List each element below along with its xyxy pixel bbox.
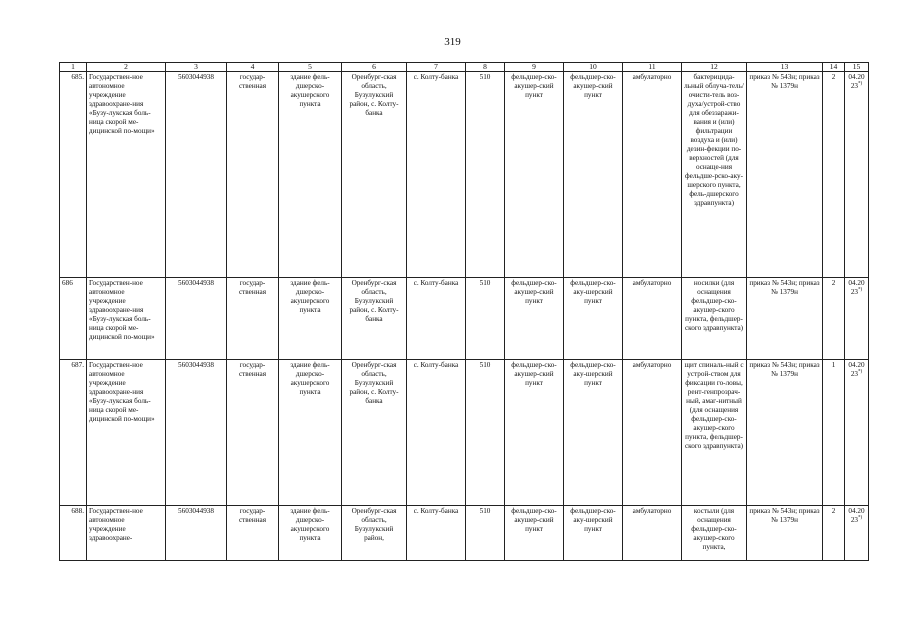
inn-cell: 5603044938 [166,278,227,360]
date-cell [845,360,869,506]
table-row [60,278,869,360]
equipment-cell: носилки (для оснащения фельдшер-ско-акушер-ского пункта, фельдшер-ского здравпункта) [682,278,747,360]
unit-type-cell: фельдшер-ско-аку-шерский пункт [564,278,623,360]
inn-cell: 5603044938 [166,506,227,561]
ownership-cell: государ-ственная [227,506,279,561]
column-number: 12 [682,63,747,72]
conditions-cell: амбулаторно [623,72,682,278]
ownership-cell: государ-ственная [227,278,279,360]
date-value: 04.2023 [848,73,865,90]
row-number: 688. [60,506,87,561]
conditions-cell: амбулаторно [623,506,682,561]
column-number: 10 [564,63,623,72]
quantity-cell: 2 [823,506,845,561]
building-cell: здание фель-дшерско-акушерского пункта [279,278,342,360]
unit-type-cell: фельдшер-ско-аку-шерский пункт [564,506,623,561]
settlement-cell: с. Колту-банка [407,360,466,506]
unit-type-cell: фельдшер-ско-аку-шерский пункт [564,360,623,506]
unit-cell: фельдшер-ско-акушер-ский пункт [505,360,564,506]
inn-cell: 5603044938 [166,360,227,506]
building-cell: здание фель-дшерско-акушерского пункта [279,360,342,506]
quantity-cell: 1 [823,360,845,506]
conditions-cell: амбулаторно [623,360,682,506]
organization-name: Государствен-ное автономное учреждение здравоохране- [87,506,166,561]
building-cell: здание фель-дшерско-акушерского пункта [279,506,342,561]
code-cell: 510 [466,506,505,561]
column-number: 15 [845,63,869,72]
quantity-cell: 2 [823,72,845,278]
table-row [60,360,869,506]
code-cell: 510 [466,72,505,278]
building-cell: здание фель-дшерско-акушерского пункта [279,72,342,278]
column-number: 14 [823,63,845,72]
column-number: 5 [279,63,342,72]
column-number: 8 [466,63,505,72]
page-number: 319 [444,36,461,48]
table-row [60,72,869,278]
column-number: 6 [342,63,407,72]
settlement-cell: с. Колту-банка [407,278,466,360]
date-value: 04.2023 [848,507,865,524]
code-cell: 510 [466,278,505,360]
column-number: 11 [623,63,682,72]
ownership-cell: государ-ственная [227,72,279,278]
table-row [60,506,869,561]
unit-cell: фельдшер-ско-акушер-ский пункт [505,278,564,360]
column-number: 1 [60,63,87,72]
date-cell [845,506,869,561]
date-value: 04.2023 [848,361,865,378]
address-cell: Оренбург-ская область, Бузулукский район, с. Колту-банка [342,278,407,360]
conditions-cell: амбулаторно [623,278,682,360]
unit-type-cell: фельдшер-ско-акушер-ский пункт [564,72,623,278]
row-number: 686 [60,278,87,360]
inn-cell: 5603044938 [166,72,227,278]
column-number: 2 [87,63,166,72]
unit-cell: фельдшер-ско-акушер-ский пункт [505,506,564,561]
registry-table [59,62,869,561]
column-number: 7 [407,63,466,72]
address-cell: Оренбург-ская область, Бузулукский район, с. Колту-банка [342,360,407,506]
table-header-row [60,63,869,72]
date-cell [845,72,869,278]
settlement-cell: с. Колту-банка [407,506,466,561]
order-cell: приказ № 543н; приказ № 1379н [747,278,823,360]
date-footnote: *) [858,369,863,375]
ownership-cell: государ-ственная [227,360,279,506]
equipment-cell: бактерицида-льный облуча-тель/очисти-тель воз-духа/устрой-ство для обеззаражи-вания и (или) фильтрации воздуха и (или) дезин-фекции по-верхностей (для оснаще-ния фельдше-рско-аку-шерского пункта, фель-дшерского здравпункта) [682,72,747,278]
order-cell: приказ № 543н; приказ № 1379н [747,506,823,561]
date-footnote: *) [858,287,863,293]
row-number: 685. [60,72,87,278]
equipment-cell: костыли (для оснащения фельдшер-ско-акушер-ского пункта, [682,506,747,561]
row-number: 687. [60,360,87,506]
date-value: 04.2023 [848,279,865,296]
column-number: 4 [227,63,279,72]
unit-cell: фельдшер-ско-акушер-ский пункт [505,72,564,278]
organization-name: Государствен-ное автономное учреждение здравоохране-ния «Бузу-лукская боль-ница скорой ме-дицинской по-мощи» [87,360,166,506]
date-footnote: *) [858,515,863,521]
date-footnote: *) [858,81,863,87]
order-cell: приказ № 543н; приказ № 1379н [747,72,823,278]
address-cell: Оренбург-ская область, Бузулукский район, [342,506,407,561]
organization-name: Государствен-ное автономное учреждение здравоохране-ния «Бузу-лукская боль-ница скорой ме-дицинской по-мощи» [87,72,166,278]
equipment-cell: щит спиналь-ный с устрой-ством для фиксации го-ловы, рент-генпрозрач-ный, амаг-нитный (для оснащения фельдшер-ско-акушер-ского пункта, фельдшер-ского здравпункта) [682,360,747,506]
column-number: 13 [747,63,823,72]
address-cell: Оренбург-ская область, Бузулукский район, с. Колту-банка [342,72,407,278]
quantity-cell: 2 [823,278,845,360]
settlement-cell: с. Колту-банка [407,72,466,278]
order-cell: приказ № 543н; приказ № 1379н [747,360,823,506]
organization-name: Государствен-ное автономное учреждение здравоохране-ния «Бузу-лукская боль-ница скорой ме-дицинской по-мощи» [87,278,166,360]
column-number: 9 [505,63,564,72]
code-cell: 510 [466,360,505,506]
date-cell [845,278,869,360]
column-number: 3 [166,63,227,72]
